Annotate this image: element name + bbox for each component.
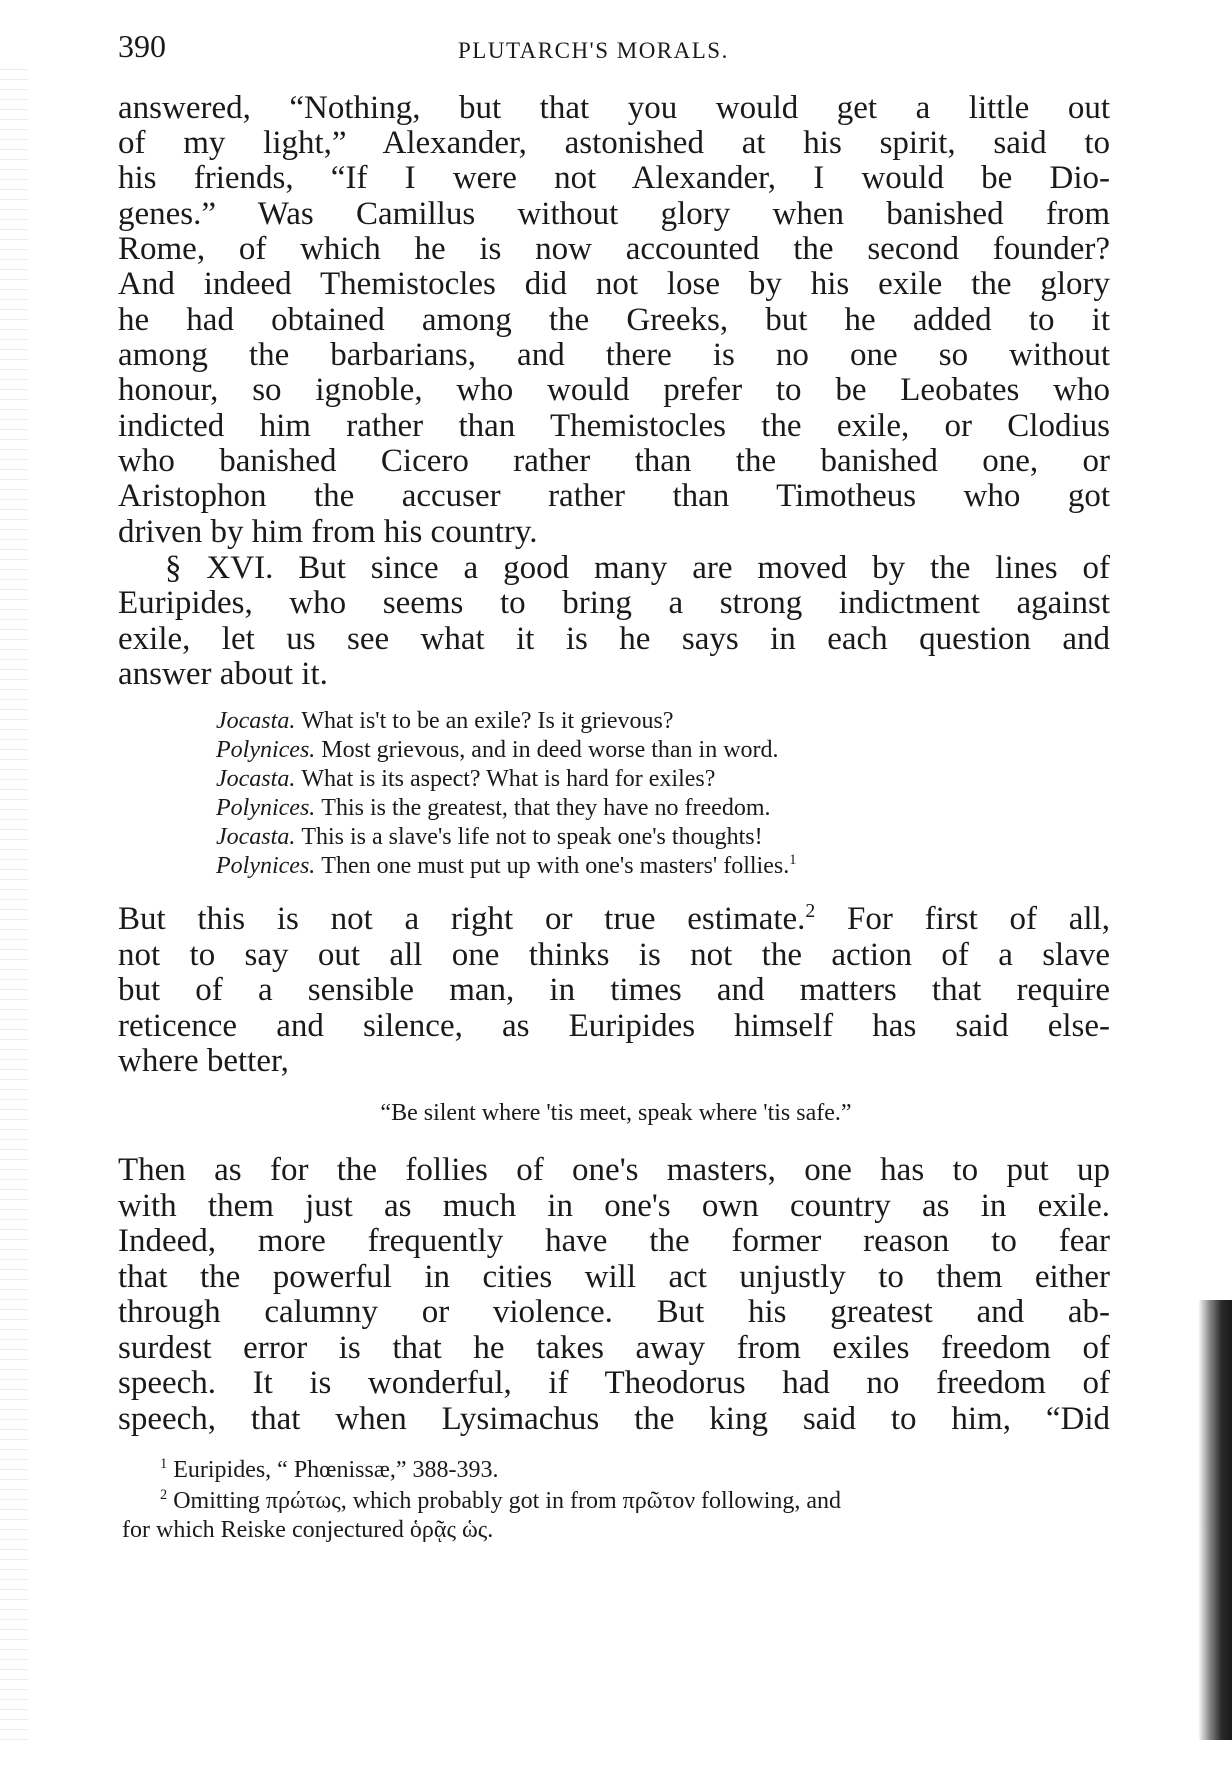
body-line: answered, “Nothing, but that you would get a little out	[118, 90, 1110, 126]
body-line: through calumny or violence. But his greatest and ab-	[118, 1294, 1110, 1330]
footnote-text: Omitting πρώτως, which probably got in from πρῶτον following, and	[173, 1488, 842, 1514]
body-line: with them just as much in one's own country as in exile.	[118, 1188, 1110, 1224]
verse-speaker: Jocasta.	[216, 824, 296, 850]
verse-text: This is the greatest, that they have no freedom.	[321, 795, 771, 821]
verse-line	[216, 822, 763, 852]
verse-speaker: Polynices.	[216, 737, 316, 763]
body-line: Rome, of which he is now accounted the second founder?	[118, 231, 1110, 267]
running-title: PLUTARCH'S MORALS.	[458, 38, 729, 63]
footnote-text: Euripides, “ Phœnissæ,” 388-393.	[173, 1457, 499, 1483]
block-quote: “Be silent where 'tis meet, speak where 'tis safe.”	[380, 1100, 852, 1126]
body-line: driven by him from his country.	[118, 514, 538, 550]
verse-speaker: Polynices.	[216, 795, 316, 821]
body-line: among the barbarians, and there is no one so without	[118, 337, 1110, 373]
body-line: of my light,” Alexander, astonished at his spirit, said to	[118, 125, 1110, 161]
body-line: who banished Cicero rather than the banished one, or	[118, 443, 1110, 479]
verse-line	[216, 764, 715, 794]
body-line: Aristophon the accuser rather than Timotheus who got	[118, 478, 1110, 514]
scan-shadow-edge	[1198, 1300, 1232, 1740]
body-line: his friends, “If I were not Alexander, I would be Dio-	[118, 160, 1110, 196]
body-line: Then as for the follies of one's masters, one has to put up	[118, 1152, 1110, 1188]
body-text: For first of all,	[815, 901, 1110, 937]
footnote-ref: 2	[805, 900, 816, 922]
page-header	[118, 28, 1118, 68]
body-line: Euripides, who seems to bring a strong indictment against	[118, 585, 1110, 621]
verse-text: What is't to be an exile? Is it grievous?	[301, 708, 674, 734]
verse-line	[216, 735, 779, 765]
verse-text: What is its aspect? What is hard for exiles?	[301, 766, 716, 792]
verse-speaker: Jocasta.	[216, 766, 296, 792]
body-text: But this is not a right or true estimate.	[118, 901, 806, 937]
footnote	[160, 1486, 841, 1516]
verse-line	[216, 851, 796, 881]
footnote-mark: 1	[160, 1456, 168, 1472]
body-line: honour, so ignoble, who would prefer to be Leobates who	[118, 372, 1110, 408]
footnote-ref: 1	[789, 852, 797, 868]
footnote-mark: 2	[160, 1487, 168, 1503]
scan-margin-noise	[0, 60, 28, 1740]
verse-line	[216, 793, 771, 823]
body-line: where better,	[118, 1043, 289, 1079]
body-line: he had obtained among the Greeks, but he added to it	[118, 302, 1110, 338]
footnote-continuation: for which Reiske conjectured ὁρᾷς ὡς.	[122, 1517, 494, 1543]
verse-text: Most grievous, and in deed worse than in word.	[321, 737, 779, 763]
body-line: speech, that when Lysimachus the king said to him, “Did	[118, 1401, 1110, 1437]
verse-speaker: Polynices.	[216, 853, 316, 879]
verse-text: This is a slave's life not to speak one's thoughts!	[301, 824, 763, 850]
verse-line	[216, 706, 674, 736]
body-line: not to say out all one thinks is not the action of a slave	[118, 937, 1110, 973]
verse-speaker: Jocasta.	[216, 708, 296, 734]
body-line: that the powerful in cities will act unjustly to them either	[118, 1259, 1110, 1295]
body-line	[118, 899, 1110, 939]
body-line: indicted him rather than Themistocles the exile, or Clodius	[118, 408, 1110, 444]
body-line: speech. It is wonderful, if Theodorus had no freedom of	[118, 1365, 1110, 1401]
body-line: genes.” Was Camillus without glory when banished from	[118, 196, 1110, 232]
body-line: surdest error is that he takes away from exiles freedom of	[118, 1330, 1110, 1366]
page-number: 390	[118, 28, 166, 64]
section-xvi-line: § XVI. But since a good many are moved by the lines of	[165, 550, 1110, 586]
body-line: but of a sensible man, in times and matters that require	[118, 972, 1110, 1008]
body-line: exile, let us see what it is he says in each question and	[118, 621, 1110, 657]
body-line: reticence and silence, as Euripides himself has said else-	[118, 1008, 1110, 1044]
body-line: answer about it.	[118, 656, 328, 692]
verse-text: Then one must put up with one's masters' follies.	[321, 853, 790, 879]
body-line: Indeed, more frequently have the former reason to fear	[118, 1223, 1110, 1259]
footnote	[160, 1455, 499, 1485]
body-line: And indeed Themistocles did not lose by his exile the glory	[118, 266, 1110, 302]
